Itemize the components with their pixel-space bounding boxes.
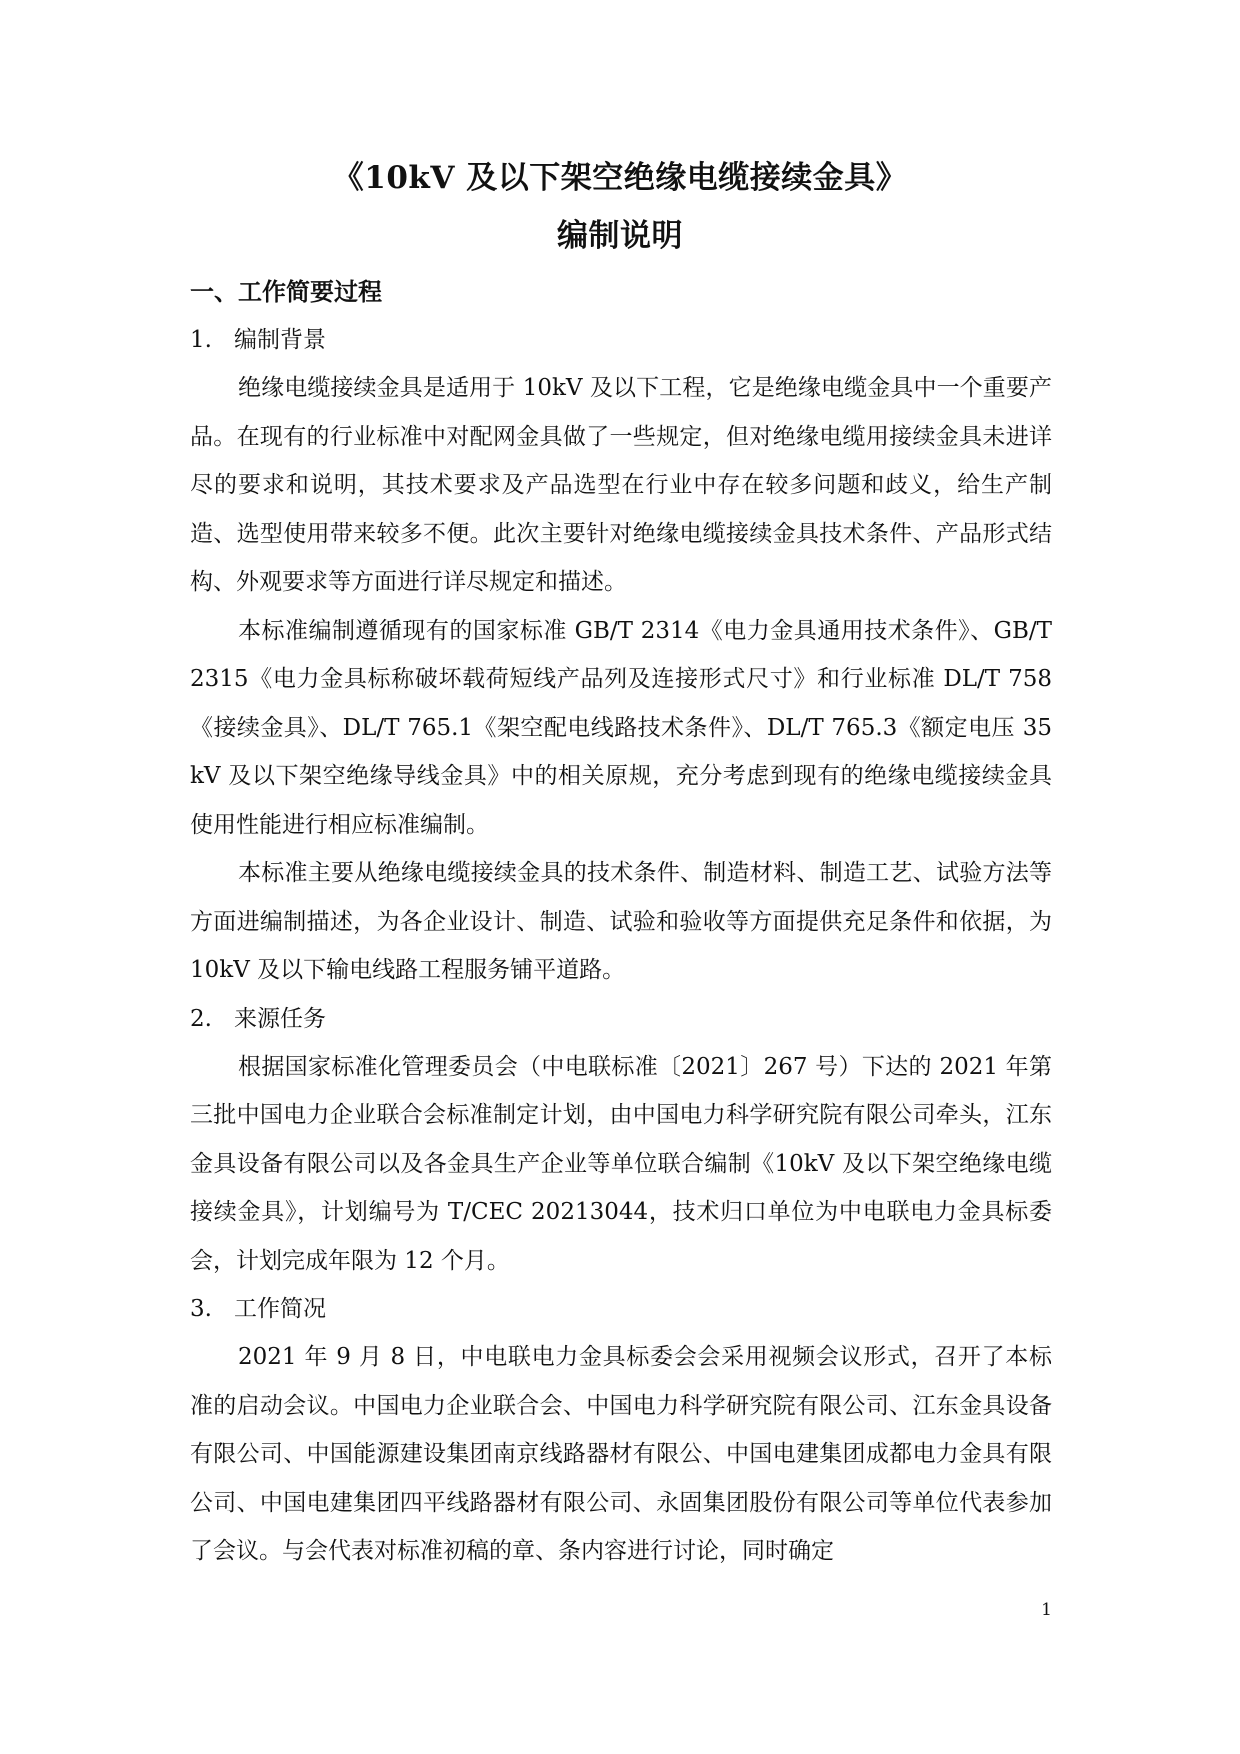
subsection-title: 来源任务 <box>234 1005 326 1032</box>
subsection-title: 工作简况 <box>234 1296 326 1322</box>
subsection-number: 1. <box>190 327 212 353</box>
subsection-number: 3. <box>190 1296 212 1322</box>
subsection-heading <box>190 995 1052 1043</box>
subsection-heading <box>190 316 1052 364</box>
paragraph: 根据国家标准化管理委员会（中电联标准〔2021〕267 号）下达的 2021 年第三批中国电力企业联合会标准制定计划，由中国电力科学研究院有限公司牵头，江东金具设备有限公司以及各金具生产企业等单位联合编制《10kV 及以下架空绝缘电缆接续金具》，计划编号为 T/CEC 20213044，技术归口单位为中电联电力金具标委会，计划完成年限为 12 个月。 <box>190 1053 1052 1274</box>
page-number: 1 <box>1041 1600 1052 1620</box>
paragraph: 本标准主要从绝缘电缆接续金具的技术条件、制造材料、制造工艺、试验方法等方面进编制描述，为各企业设计、制造、试验和验收等方面提供充足条件和依据，为 10kV 及以下输电线路工程服务铺平道路。 <box>190 860 1052 983</box>
document-body <box>190 268 1052 1576</box>
paragraph: 2021 年 9 月 8 日，中电联电力金具标委会会采用视频会议形式，召开了本标准的启动会议。中国电力企业联合会、中国电力科学研究院有限公司、江东金具设备有限公司、中国能源建设集团南京线路器材有限公、中国电建集团成都电力金具有限公司、中国电建集团四平线路器材有限公司、永固集团股份有限公司等单位代表参加了会议。与会代表对标准初稿的章、条内容进行讨论，同时确定 <box>190 1344 1052 1564</box>
subsection-heading <box>190 1285 1052 1333</box>
subsection-title: 编制背景 <box>234 327 326 353</box>
document-title: 《10kV 及以下架空绝缘电缆接续金具》 <box>332 160 908 196</box>
paragraph: 本标准编制遵循现有的国家标准 GB/T 2314《电力金具通用技术条件》、GB/T 2315《电力金具标称破坏载荷短线产品列及连接形式尺寸》和行业标准 DL/T 758《接续金具》、DL/T 765.1《架空配电线路技术条件》、DL/T 765.3《额定电压 35kV 及以下架空绝缘导线金具》中的相关原规，充分考虑到现有的绝缘电缆接续金具使用性能进行相应标准编制。 <box>190 617 1052 838</box>
subsection-number: 2. <box>190 1005 212 1032</box>
paragraph: 绝缘电缆接续金具是适用于 10kV 及以下工程，它是绝缘电缆金具中一个重要产品。在现有的行业标准中对配网金具做了一些规定，但对绝缘电缆用接续金具未进详尽的要求和说明，其技术要求及产品选型在行业中存在较多问题和歧义，给生产制造、选型使用带来较多不便。此次主要针对绝缘电缆接续金具技术条件、产品形式结构、外观要求等方面进行详尽规定和描述。 <box>190 375 1052 595</box>
section-heading: 一、工作简要过程 <box>190 277 382 306</box>
document-subtitle: 编制说明 <box>557 218 683 254</box>
